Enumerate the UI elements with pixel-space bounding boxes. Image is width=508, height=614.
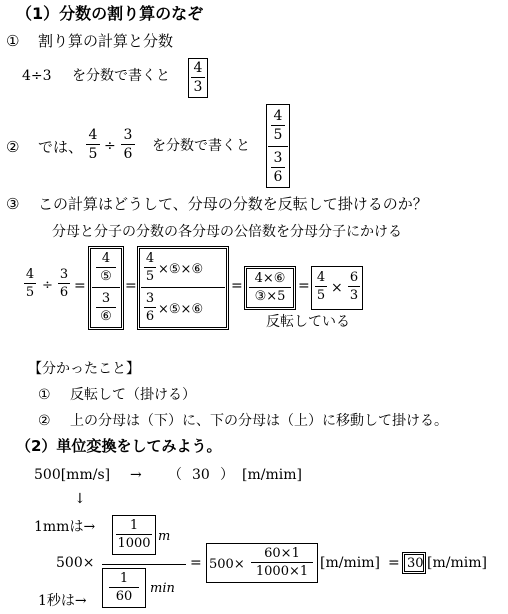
item2-operator: ÷ [104,138,116,154]
item2-prefix: では、 [38,138,84,156]
item3-step1-top-denominator: ⑤ [100,269,112,284]
item2-complex-top-numerator: 4 [273,108,283,124]
result-prefix: 500× [209,557,245,572]
findings-item2-number: ② [38,413,51,429]
item2-complex-top-denominator: 5 [273,127,283,143]
item3-lhs-fraction-b [58,268,70,299]
final-unit: [m/mim] [427,555,487,571]
section2-unit: [m/mim] [242,467,302,483]
findings-title: 【分かったこと】 [28,361,140,377]
item3-lhs-b-denominator: 6 [59,285,69,300]
item3-step1-top [91,252,121,283]
result-fraction-denominator: 1000×1 [255,564,309,579]
item1-expression: 4÷3 [22,68,52,84]
sec-fraction-box [102,568,146,608]
item3-step2-bottom-fraction [144,292,156,323]
item3-equals-3: = [231,278,243,294]
item2-fraction-a-denominator: 5 [88,146,98,162]
item3-step2-box [137,246,229,330]
item3-step2-top-numerator: 4 [145,251,155,266]
item3-step4-b-numerator: 6 [349,270,359,285]
item3-step2-bottom-denominator: 6 [145,309,155,324]
section2-arrow: → [130,467,142,483]
mm-label: 1mmは→ [34,519,96,535]
item3-step1-box [88,246,124,330]
item1-fraction-denominator: 3 [193,79,203,95]
section1-title: （1）分数の割り算のなぞ [16,4,204,23]
item2-complex-bottom-denominator: 6 [273,169,283,185]
item3-step1-bottom [91,292,121,323]
item3-equals-1: = [74,278,86,294]
findings-item1: 反転して（掛ける） [70,387,196,403]
item3-step1-top-numerator: 4 [101,251,111,266]
item3-step4-a-denominator: 5 [316,288,326,303]
item3-step3-fraction [247,272,293,303]
result-fraction [251,547,313,578]
result-fraction-numerator: 60×1 [264,546,300,561]
item2-fraction-b-numerator: 3 [123,127,133,143]
mm-fraction [113,519,155,550]
item3-step3-numerator: 4×⑥ [254,271,286,286]
sec-label: 1秒は→ [38,593,87,609]
item3-equals-4: = [298,278,310,294]
findings-item2: 上の分母は（下）に、下の分母は（上）に移動して掛ける。 [70,413,448,429]
mm-fraction-numerator: 1 [129,518,139,533]
item3-step3-denominator: ③×5 [254,289,286,304]
item3-step3-box [244,266,296,310]
section2-paren-close: ） [220,467,234,483]
item2-complex-bottom-numerator: 3 [273,150,283,166]
item3-lhs-operator: ÷ [42,278,53,293]
item3-step4-fraction-a [315,271,327,302]
item3-step4-box [311,266,363,310]
item1-label: 割り算の計算と分数 [38,32,174,50]
item3-step2-bottom-multiplier: ×⑤×⑥ [158,302,204,317]
item3-equals-2: = [125,278,137,294]
item3-step2-top-multiplier: ×⑤×⑥ [158,262,204,277]
sec-unit: min [150,581,175,596]
section2-title: （2）単位変換をしてみよう。 [16,437,222,455]
sec-fraction [103,572,145,603]
section2-down-arrow: ↓ [74,491,86,507]
item3-question: この計算はどうして、分母の分数を反転して掛けるのか？ [38,195,428,213]
item3-step1-bottom-numerator: 3 [101,291,111,306]
item1-fraction-box [188,58,208,98]
item2-complex-bottom [267,151,289,184]
findings-item1-number: ① [38,387,51,403]
item1-text: を分数で書くと [72,68,170,84]
item2-complex-top [267,109,289,142]
section2-paren-open: （ [168,467,182,483]
item1-number: ① [6,32,20,50]
result-unit: [m/mim] [320,555,380,571]
result-box [206,543,318,583]
item3-number: ③ [6,195,20,213]
item2-number: ② [6,138,20,156]
item2-fraction-a [86,128,100,161]
item3-step4-b-denominator: 3 [349,288,359,303]
item3-explanation: 分母と分子の分数の各分母の公倍数を分母分子にかける [52,224,402,240]
item3-step1-bottom-denominator: ⑥ [100,309,112,324]
item3-step4-fraction-b [348,271,360,302]
item1-fraction-numerator: 4 [193,60,203,76]
item3-lhs-b-numerator: 3 [59,267,69,282]
mm-unit: m [158,529,171,544]
item3-step2-top-denominator: 5 [145,269,155,284]
item2-text: を分数で書くと [152,138,250,154]
final-answer-box [402,552,426,574]
calc-fraction-bar [102,564,186,565]
result-equals: = [388,555,400,571]
item3-lhs-a-denominator: 5 [25,285,35,300]
item3-step4-operator: × [331,280,343,296]
item2-fraction-b [121,128,135,161]
item3-lhs-fraction-a [24,268,36,299]
mm-fraction-denominator: 1000 [117,536,151,551]
calc-equals: = [190,555,202,571]
item3-step2-bottom-numerator: 3 [145,291,155,306]
sec-fraction-denominator: 60 [115,589,133,604]
item3-step4-a-numerator: 4 [316,270,326,285]
item3-note: 反転している [266,314,350,330]
section2-answer: 30 [192,467,210,483]
item1-fraction [189,61,207,94]
item2-fraction-a-numerator: 4 [88,127,98,143]
item3-lhs-a-numerator: 4 [25,267,35,282]
sec-fraction-numerator: 1 [119,571,129,586]
section2-given: 500[mm/s] [34,467,111,483]
mm-fraction-box [112,515,156,555]
item3-step2-top-fraction [144,252,156,283]
final-answer: 30 [407,556,424,571]
calc-prefix: 500× [56,555,95,571]
item2-fraction-b-denominator: 6 [123,146,133,162]
item2-complex-fraction-box [266,104,290,188]
